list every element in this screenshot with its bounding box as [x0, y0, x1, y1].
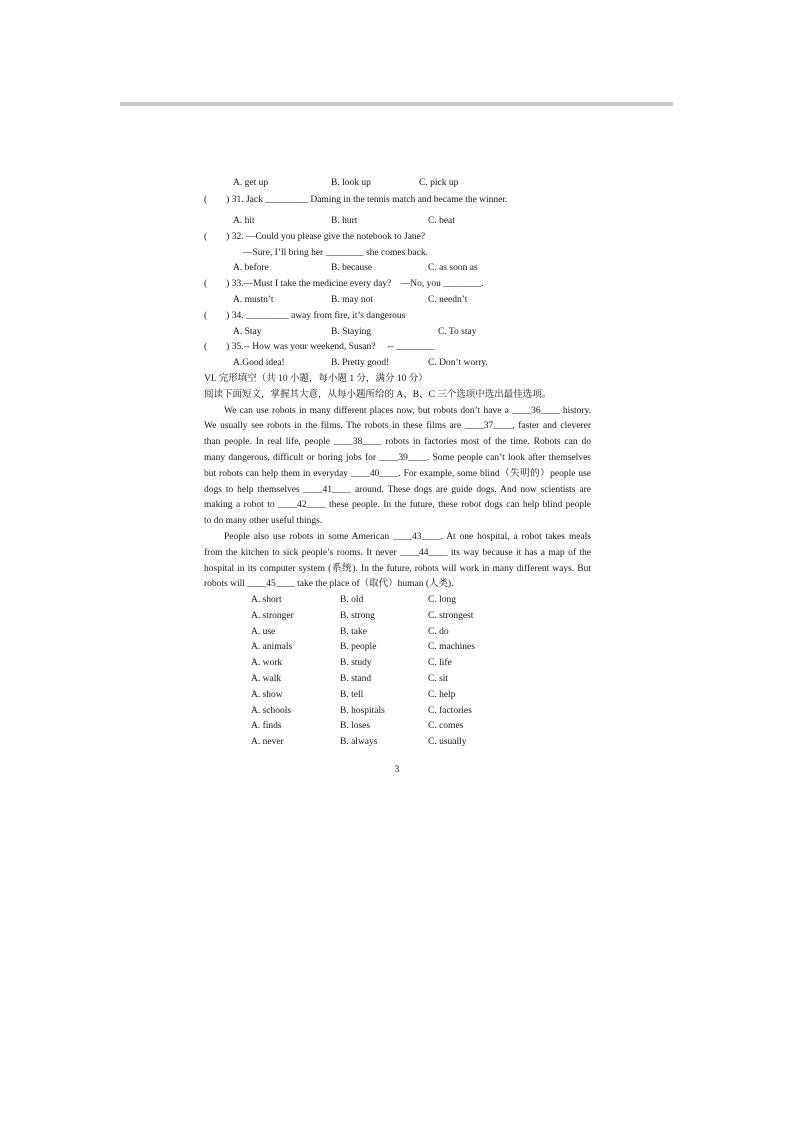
- answer-row-42: [204, 688, 591, 704]
- option-b: B. people: [340, 642, 377, 653]
- section-instructions: 阅读下面短文，掌握其大意，从每小题所给的 A、B、C 三个选项中选出最佳选项。: [204, 389, 552, 400]
- answer-row-39: [204, 640, 591, 656]
- passage-line: to do many other useful things.: [204, 516, 323, 527]
- option-a: A.Good idea!: [233, 358, 285, 369]
- option-a: A. never: [251, 737, 284, 748]
- q34-stem: ( ) 34. _________ away from fire, it’s dangerous: [204, 310, 406, 321]
- passage-paragraph-2: [204, 530, 591, 593]
- q34-options: [204, 325, 591, 341]
- answer-row-38: [204, 625, 591, 641]
- option-a: A. Stay: [233, 326, 262, 337]
- option-a: A. work: [251, 658, 283, 669]
- option-c: C. Don’t worry.: [428, 358, 488, 369]
- option-c: C. as soon as: [428, 263, 478, 274]
- option-a: A. use: [251, 626, 276, 637]
- option-c: C. pick up: [419, 178, 459, 188]
- option-b: B. tell: [340, 689, 364, 700]
- option-b: B. stand: [340, 674, 372, 685]
- option-b: B. hospitals: [340, 705, 385, 716]
- option-c: C. beat: [428, 215, 455, 226]
- q35-stem: ( ) 35.-- How was your weekend, Susan? -- ________: [204, 342, 435, 353]
- q33-stem: ( ) 33.—Must I take the medicine every day? —No, you ________.: [204, 279, 484, 290]
- q32-stem: ( ) 32. —Could you please give the notebook to Jane?: [204, 231, 426, 242]
- q33-options: [204, 293, 591, 309]
- option-b: B. Pretty good!: [331, 358, 390, 369]
- option-b: B. Staying: [331, 326, 372, 337]
- q35-options: [204, 356, 591, 372]
- option-b: B. study: [340, 658, 372, 669]
- option-b: B. old: [340, 595, 364, 606]
- option-c: C. factories: [428, 705, 472, 716]
- option-c: C. life: [428, 658, 452, 669]
- exam-page-content: [204, 176, 591, 751]
- option-a: A. before: [233, 263, 269, 274]
- option-c: C. To stay: [438, 326, 477, 337]
- header-rule: [120, 102, 673, 106]
- option-c: C. strongest: [428, 610, 474, 621]
- option-a: A. short: [251, 595, 282, 606]
- option-a: A. walk: [251, 674, 282, 685]
- passage-line: but robots can help them in everyday ____40____. For example, some blind（失明的）people use: [204, 468, 591, 479]
- option-b: B. always: [340, 737, 378, 748]
- option-b: B. hurt: [331, 215, 358, 226]
- option-b: B. because: [331, 263, 373, 274]
- option-c: C. long: [428, 595, 456, 606]
- passage-line: hospital in its computer system (系统). In the future, robots will work in many different ways. But: [204, 563, 591, 574]
- passage-line: many dangerous, difficult or boring jobs for ____39____. Some people can’t look after themselves: [204, 452, 591, 463]
- option-a: A. finds: [251, 721, 282, 732]
- passage-line: making a robot to ____42____ these people. In the future, these robot dogs can help blind people: [204, 500, 591, 511]
- option-a: A. get up: [233, 178, 269, 188]
- q32-stem-continued: —Sure, I’ll bring her ________ she comes back.: [243, 247, 428, 258]
- q32-options: [204, 261, 591, 277]
- answer-row-37: [204, 609, 591, 625]
- answer-row-43: [204, 704, 591, 720]
- answer-row-40: [204, 656, 591, 672]
- cloze-answer-options: [204, 593, 591, 751]
- option-a: A. hit: [233, 215, 255, 226]
- answer-row-45: [204, 735, 591, 751]
- passage-line: We can use robots in many different places now, but robots don’t have a ____36____ history.: [224, 405, 591, 416]
- option-a: A. show: [251, 689, 283, 700]
- q30-options: [204, 176, 591, 192]
- option-a: A. stronger: [251, 610, 294, 621]
- option-b: B. take: [340, 626, 367, 637]
- passage-line: robots will ____45____ take the place of（取代）human (人类).: [204, 579, 454, 590]
- section-heading: VI. 完形填空（共 10 小题，每小题 1 分，满分 10 分）: [204, 373, 428, 384]
- answer-row-44: [204, 719, 591, 735]
- answer-row-36: [204, 593, 591, 609]
- option-c: C. needn’t: [428, 294, 468, 305]
- option-c: C. do: [428, 626, 449, 637]
- option-b: B. strong: [340, 610, 375, 621]
- answer-row-41: [204, 672, 591, 688]
- passage-line: We usually see robots in the films. The robots in these films are ____37____, faster and cleverer: [204, 421, 591, 432]
- passage-line: dogs to help themselves ____41____ around. These dogs are guide dogs. And now scientists are: [204, 484, 591, 495]
- q31-options: [204, 214, 591, 230]
- option-b: B. loses: [340, 721, 371, 732]
- passage-line: People also use robots in some American ____43____. At one hospital, a robot takes meals: [224, 531, 591, 542]
- option-a: A. animals: [251, 642, 293, 653]
- passage-paragraph-1: [204, 404, 591, 530]
- single-choice-section: [204, 176, 591, 372]
- q31-stem: ( ) 31. Jack _________ Daming in the tennis match and became the winner.: [204, 194, 508, 205]
- option-a: A. mustn’t: [233, 294, 274, 305]
- option-c: C. help: [428, 689, 456, 700]
- option-b: B. may not: [331, 294, 373, 305]
- passage-line: than people. In real life, people ____38____ robots in factories most of the time. Robots can do: [204, 437, 591, 448]
- option-c: C. sit: [428, 674, 449, 685]
- passage-line: from the kitchen to sick people’s rooms. It never ____44____ its way because it has a map of the: [204, 547, 591, 558]
- option-a: A. schools: [251, 705, 292, 716]
- cloze-section: [204, 372, 591, 751]
- option-c: C. comes: [428, 721, 464, 732]
- page-number: 3: [394, 765, 400, 775]
- option-b: B. look up: [331, 178, 371, 188]
- option-c: C. usually: [428, 737, 467, 748]
- option-c: C. machines: [428, 642, 475, 653]
